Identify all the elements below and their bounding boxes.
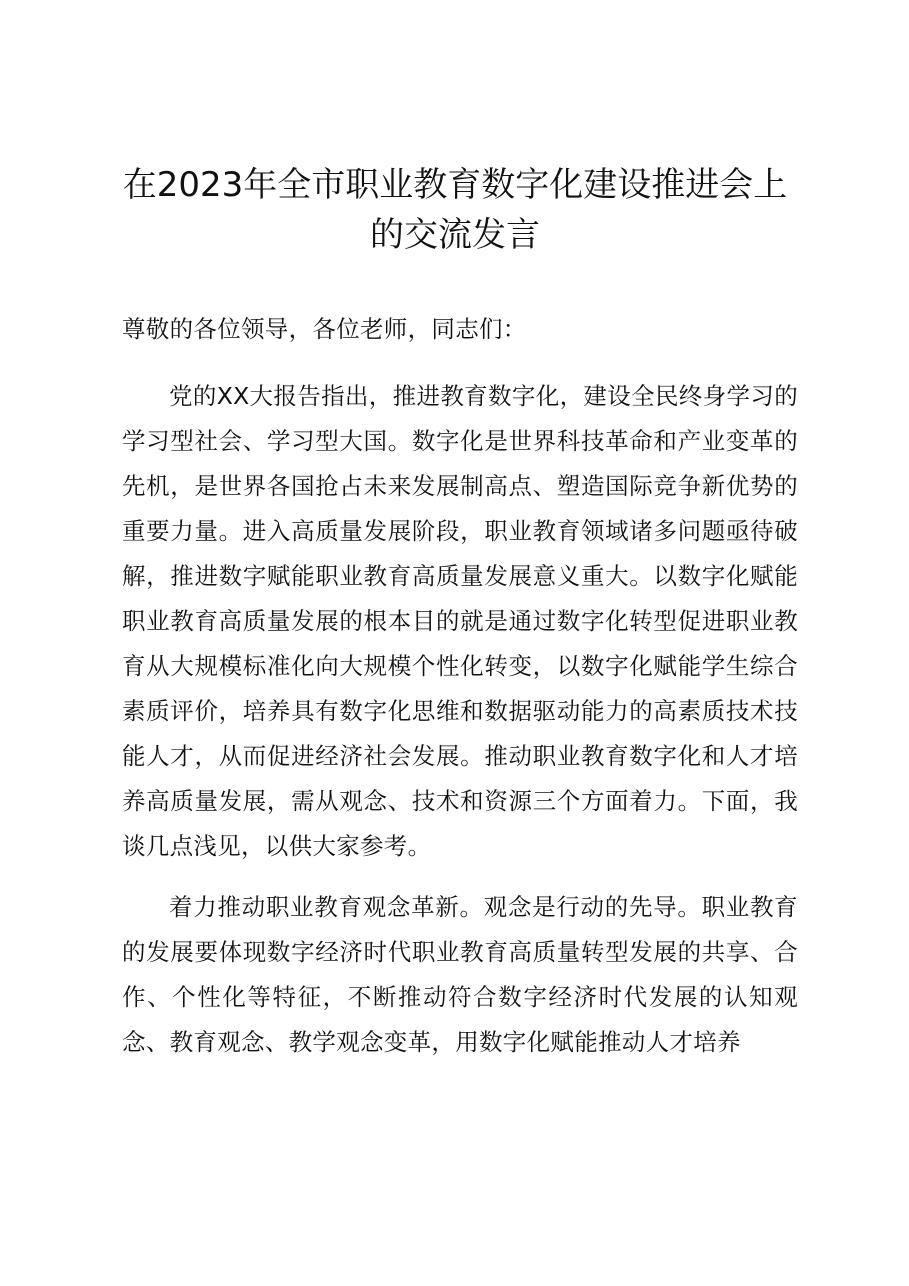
document-body bbox=[122, 307, 798, 1065]
paragraph-1: 党的XX大报告指出，推进教育数字化，建设全民终身学习的学习型社会、学习型大国。数字化是世界科技革命和产业变革的先机，是世界各国抢占未来发展制高点、塑造国际竞争新优势的重要力量。进入高质量发展阶段，职业教育领域诸多问题亟待破解，推进数字赋能职业教育高质量发展意义重大。以数字化赋能职业教育高质量发展的根本目的就是通过数字化转型促进职业教育从大规模标准化向大规模个性化转变，以数字化赋能学生综合素质评价，培养具有数字化思维和数据驱动能力的高素质技术技能人才，从而促进经济社会发展。推动职业教育数字化和人才培养高质量发展，需从观念、技术和资源三个方面着力。下面，我谈几点浅见，以供大家参考。 bbox=[122, 382, 798, 860]
paragraph-2: 着力推动职业教育观念革新。观念是行动的先导。职业教育的发展要体现数字经济时代职业教育高质量转型发展的共享、合作、个性化等特征，不断推动符合数字经济时代发展的认知观念、教育观念、教学观念变革，用数字化赋能推动人才培养 bbox=[122, 893, 798, 1056]
salutation: 尊敬的各位领导，各位老师，同志们： bbox=[122, 315, 527, 343]
document-title: 在2023年全市职业教育数字化建设推进会上的交流发言 bbox=[122, 165, 788, 255]
